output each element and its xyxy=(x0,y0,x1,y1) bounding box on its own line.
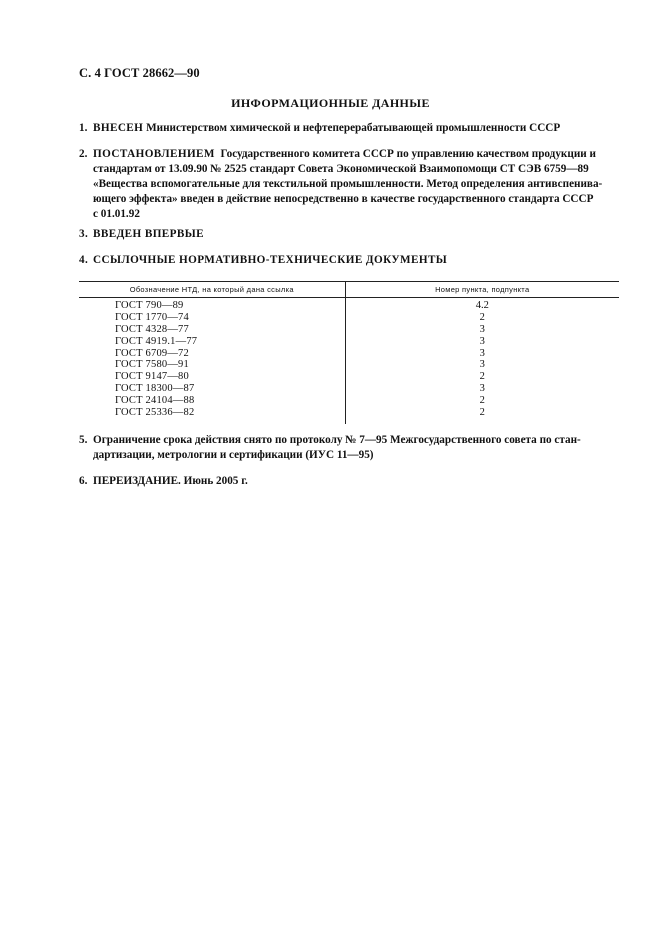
item-text-line: Государственного комитета СССР по управлению качеством продукции и xyxy=(214,148,596,160)
document-column xyxy=(79,298,345,424)
item-text: ВВЕДЕН ВПЕРВЫЕ xyxy=(93,228,205,240)
table-cell-document: ГОСТ 790—89 xyxy=(115,300,184,311)
item-number: 3. xyxy=(79,228,89,240)
table-cell-clause: 2 xyxy=(479,395,485,407)
table-cell-document: ГОСТ 25336—82 xyxy=(115,407,195,419)
table-cell-clause: 3 xyxy=(479,383,485,395)
reference-documents-table xyxy=(79,281,619,424)
clause-column xyxy=(345,298,620,424)
table-cell-clause: 3 xyxy=(479,347,485,359)
table-cell-document: ГОСТ 4919.1—77 xyxy=(115,335,198,347)
item-text: Министерством химической и нефтеперерабатывающей промышленности СССР xyxy=(143,122,561,134)
table-cell-clause: 2 xyxy=(479,311,485,323)
table-cell-clause: 3 xyxy=(479,323,485,335)
item-number: 4. xyxy=(79,254,89,266)
item-text-line: с 01.01.92 xyxy=(93,208,140,220)
item-number: 1. xyxy=(79,122,88,134)
table-cell-clause: 3 xyxy=(479,335,485,347)
table-header-row xyxy=(79,281,619,298)
table-cell-document: ГОСТ 18300—87 xyxy=(115,383,195,395)
table-cell-clause: 3 xyxy=(479,359,485,371)
item-2 xyxy=(79,147,619,222)
item-text-line: «Вещества вспомогательные для текстильной промышленности. Метод определения антивспенива- xyxy=(93,178,603,190)
item-number: 6. xyxy=(79,475,88,487)
table-cell-document: ГОСТ 7580—91 xyxy=(115,359,189,371)
item-6 xyxy=(79,474,619,489)
table-cell-document: ГОСТ 1770—74 xyxy=(115,311,189,323)
table-body xyxy=(79,298,619,424)
table-cell-clause: 2 xyxy=(479,371,485,383)
table-cell-document: ГОСТ 24104—88 xyxy=(115,395,195,407)
item-4 xyxy=(79,253,619,268)
item-5 xyxy=(79,433,619,463)
item-lead: ВНЕСЕН xyxy=(93,122,144,134)
table-cell-document: ГОСТ 4328—77 xyxy=(115,323,189,335)
item-text-line: дартизации, метрологии и сертификации (ИУС 11—95) xyxy=(93,449,374,461)
item-text-line: ющего эффекта» введен в действие непосредственно в качестве государственного стандарта СССР xyxy=(93,193,594,205)
table-cell-clause: 2 xyxy=(479,407,485,419)
item-number: 2. xyxy=(79,148,88,160)
item-text: ПЕРЕИЗДАНИЕ. Июнь 2005 г. xyxy=(93,475,248,487)
item-text-line: Ограничение срока действия снято по протоколу № 7—95 Межгосударственного совета по стан- xyxy=(93,434,581,446)
table-cell-document: ГОСТ 9147—80 xyxy=(115,371,189,383)
page-header: С. 4 ГОСТ 28662—90 xyxy=(79,66,200,80)
item-1 xyxy=(79,121,619,136)
section-title: ИНФОРМАЦИОННЫЕ ДАННЫЕ xyxy=(231,96,430,110)
table-cell-document: ГОСТ 6709—72 xyxy=(115,347,189,359)
item-text-line: стандартам от 13.09.90 № 2525 стандарт Совета Экономической Взаимопомощи СТ СЭВ 6759—89 xyxy=(93,163,589,175)
item-3 xyxy=(79,227,619,242)
item-number: 5. xyxy=(79,434,88,446)
column-header-document: Обозначение НТД, на который дана ссылка xyxy=(129,285,294,294)
table-cell-clause: 4.2 xyxy=(475,300,489,311)
item-text: ССЫЛОЧНЫЕ НОРМАТИВНО-ТЕХНИЧЕСКИЕ ДОКУМЕНТЫ xyxy=(93,254,448,266)
item-lead: ПОСТАНОВЛЕНИЕМ xyxy=(93,148,215,160)
column-header-clause: Номер пункта, подпункта xyxy=(345,282,620,297)
